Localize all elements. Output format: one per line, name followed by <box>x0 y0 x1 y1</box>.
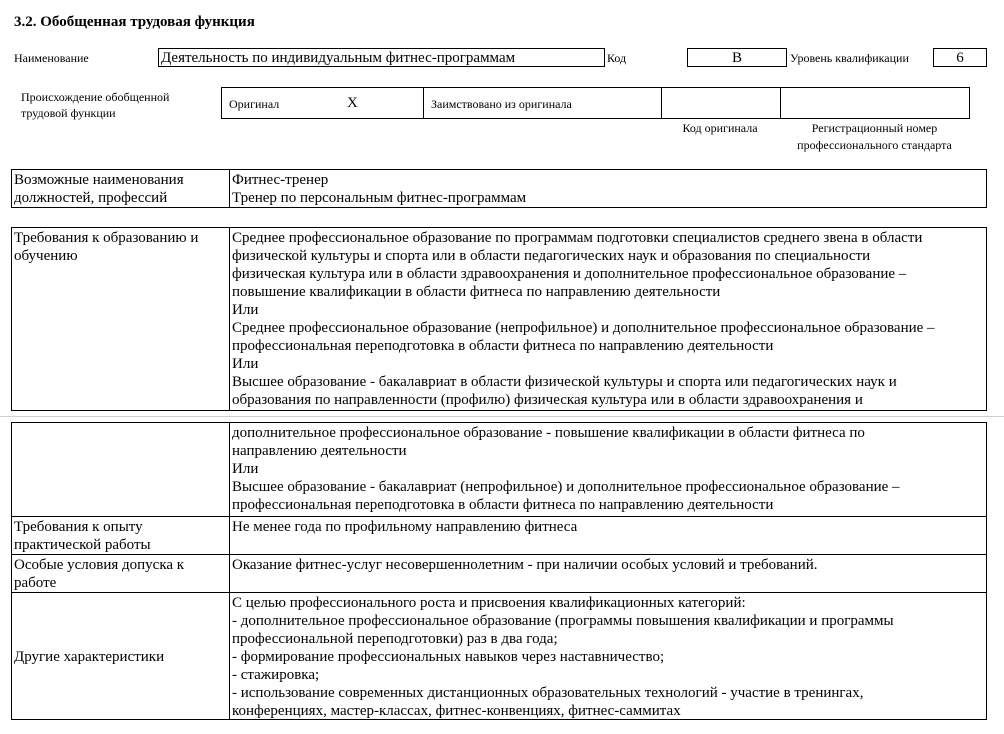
special-value: Оказание фитнес-услуг несовершеннолетним - при наличии особых условий и требований. <box>230 555 987 593</box>
code-value: B <box>687 48 787 67</box>
section-title: 3.2. Обобщенная трудовая функция <box>14 14 255 30</box>
code-label: Код <box>607 51 627 65</box>
origin-box <box>221 87 970 119</box>
education-value: Среднее профессиональное образование по программам подготовки специалистов среднего звена в области физической культуры и спорта или в области педагогических наук и образования по специальности физическая культура или в области здравоохранения и дополнительное профессиональное образование – повышение квалификации в области фитнеса по направлению деятельности Или Среднее профессиональное образование (непрофильное) и дополнительное профессиональное образование – профессиональная переподготовка в области фитнеса по направлению деятельности Или Высшее образование - бакалавриат в области физической культуры и спорта или педагогических наук и образования по направленности (профилю) физическая культура или в области здравоохранения и <box>230 228 987 411</box>
origin-divider <box>780 88 781 118</box>
name-label: Наименование <box>14 51 89 65</box>
name-value: Деятельность по индивидуальным фитнес-программам <box>158 48 605 67</box>
level-value: 6 <box>933 48 987 67</box>
other-value: С целью профессионального роста и присвоения квалификационных категорий: - дополнительное профессиональное образование (программы повышения квалификации и программы профессиональной переподготовки) раз в два года; - формирование профессиональных навыков через наставничество; - стажировка; - использование современных дистанционных образовательных технологий - участие в тренингах, конференциях, мастер-классах, фитнес-конвенциях, фитнес-саммитах <box>230 593 987 720</box>
origin-label: Происхождение обобщенной трудовой функции <box>21 90 170 120</box>
original-label: Оригинал <box>229 97 280 111</box>
education-table <box>11 227 987 411</box>
original-mark: X <box>347 95 358 111</box>
caption-code-original: Код оригинала <box>682 121 758 135</box>
caption-reg-number: Регистрационный номер профессионального стандарта <box>797 121 952 152</box>
positions-values <box>230 170 987 208</box>
education-value-continued: дополнительное профессиональное образование - повышение квалификации в области фитнеса по направлению деятельности Или Высшее образование - бакалавриат (непрофильное) и дополнительное профессиональное образование – профессиональная переподготовка в области фитнеса по направлению деятельности <box>230 423 987 517</box>
origin-divider <box>423 88 424 118</box>
special-label: Особые условия допуска к работе <box>12 555 230 593</box>
origin-divider <box>661 88 662 118</box>
position-item: Фитнес-тренер <box>232 172 329 188</box>
experience-label: Требования к опыту практической работы <box>12 517 230 555</box>
positions-table <box>11 169 987 208</box>
experience-value: Не менее года по профильному направлению фитнеса <box>230 517 987 555</box>
education-label-continued <box>12 423 230 517</box>
positions-label: Возможные наименования должностей, профессий <box>12 170 230 208</box>
education-label: Требования к образованию и обучению <box>12 228 230 411</box>
position-item: Тренер по персональным фитнес-программам <box>232 190 527 206</box>
borrowed-label: Заимствовано из оригинала <box>431 97 572 111</box>
other-label: Другие характеристики <box>12 593 230 720</box>
page-break <box>0 416 1004 417</box>
level-label: Уровень квалификации <box>790 51 909 65</box>
continuation-table <box>11 422 987 720</box>
